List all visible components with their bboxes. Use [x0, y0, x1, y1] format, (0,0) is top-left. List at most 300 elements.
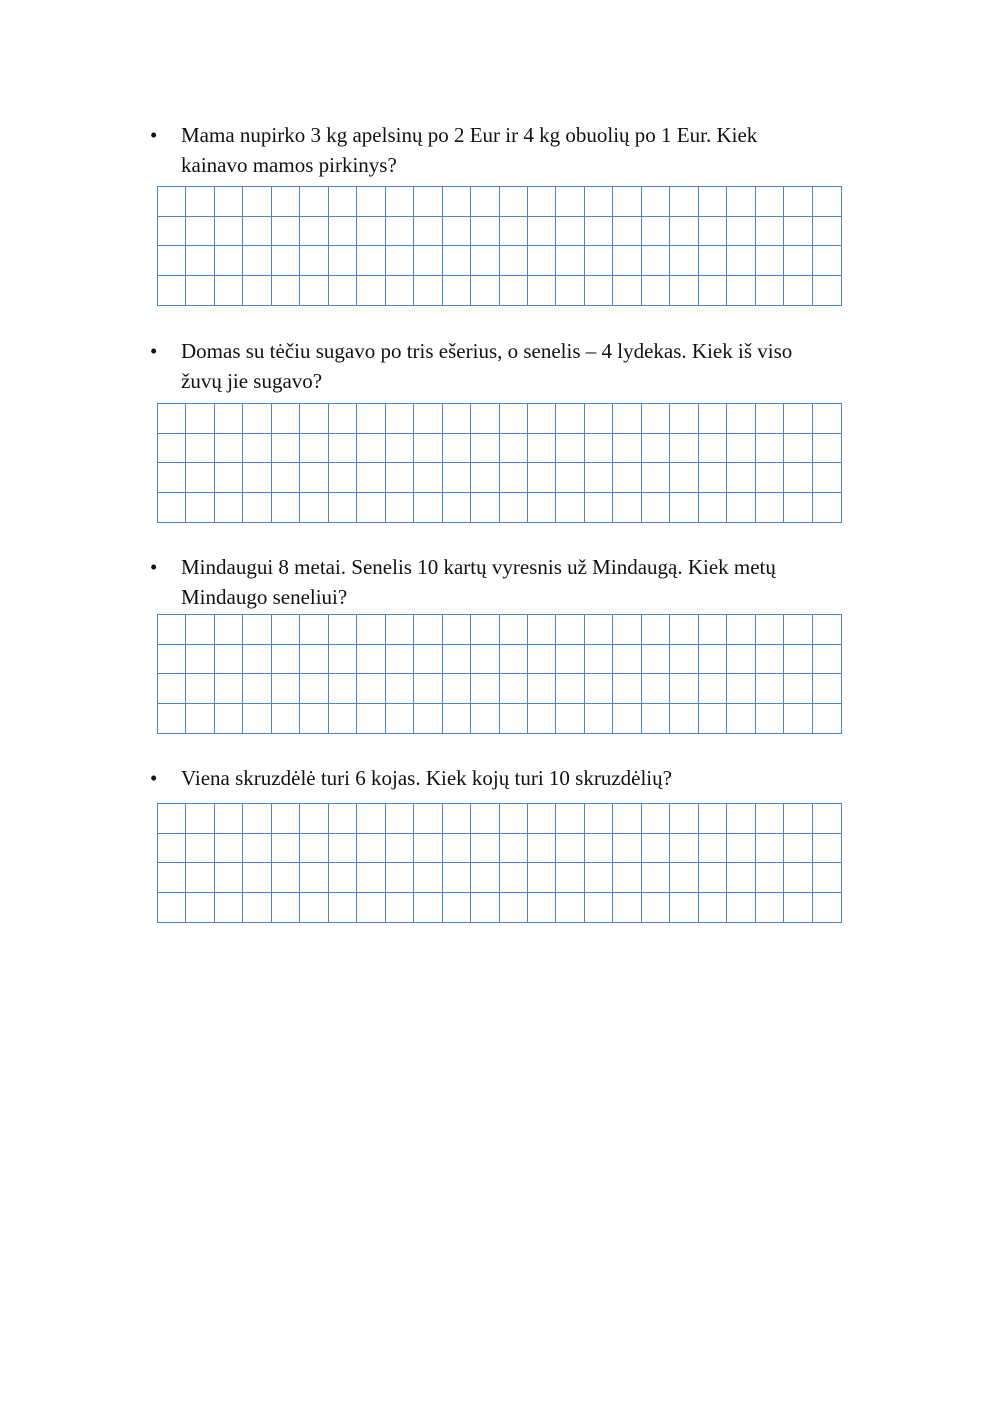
- grid-cell[interactable]: [670, 863, 698, 893]
- grid-cell[interactable]: [414, 276, 442, 306]
- grid-cell[interactable]: [300, 217, 328, 247]
- grid-cell[interactable]: [813, 834, 841, 864]
- grid-cell[interactable]: [727, 645, 755, 675]
- grid-cell[interactable]: [528, 834, 556, 864]
- grid-cell[interactable]: [386, 674, 414, 704]
- answer-grid[interactable]: [157, 614, 842, 734]
- grid-cell[interactable]: [699, 463, 727, 493]
- grid-cell[interactable]: [272, 645, 300, 675]
- grid-cell[interactable]: [443, 863, 471, 893]
- grid-cell[interactable]: [813, 187, 841, 217]
- grid-cell[interactable]: [528, 187, 556, 217]
- grid-cell[interactable]: [556, 217, 584, 247]
- grid-cell[interactable]: [699, 674, 727, 704]
- grid-cell[interactable]: [528, 276, 556, 306]
- grid-cell[interactable]: [386, 463, 414, 493]
- grid-cell[interactable]: [756, 804, 784, 834]
- grid-cell[interactable]: [300, 645, 328, 675]
- grid-cell[interactable]: [756, 893, 784, 923]
- grid-cell[interactable]: [556, 645, 584, 675]
- grid-cell[interactable]: [556, 893, 584, 923]
- grid-cell[interactable]: [556, 804, 584, 834]
- grid-cell[interactable]: [670, 404, 698, 434]
- grid-cell[interactable]: [471, 893, 499, 923]
- grid-cell[interactable]: [186, 804, 214, 834]
- grid-cell[interactable]: [243, 187, 271, 217]
- grid-cell[interactable]: [243, 217, 271, 247]
- grid-cell[interactable]: [329, 493, 357, 523]
- grid-cell[interactable]: [357, 615, 385, 645]
- grid-cell[interactable]: [414, 645, 442, 675]
- grid-cell[interactable]: [670, 276, 698, 306]
- grid-cell[interactable]: [500, 434, 528, 464]
- grid-cell[interactable]: [784, 187, 812, 217]
- grid-cell[interactable]: [186, 645, 214, 675]
- grid-cell[interactable]: [272, 187, 300, 217]
- grid-cell[interactable]: [386, 217, 414, 247]
- grid-cell[interactable]: [158, 615, 186, 645]
- grid-cell[interactable]: [613, 217, 641, 247]
- grid-cell[interactable]: [186, 834, 214, 864]
- grid-cell[interactable]: [699, 246, 727, 276]
- grid-cell[interactable]: [243, 463, 271, 493]
- grid-cell[interactable]: [727, 704, 755, 734]
- grid-cell[interactable]: [756, 404, 784, 434]
- grid-cell[interactable]: [158, 645, 186, 675]
- grid-cell[interactable]: [813, 645, 841, 675]
- grid-cell[interactable]: [784, 704, 812, 734]
- grid-cell[interactable]: [727, 674, 755, 704]
- grid-cell[interactable]: [243, 493, 271, 523]
- grid-cell[interactable]: [443, 493, 471, 523]
- grid-cell[interactable]: [158, 276, 186, 306]
- grid-cell[interactable]: [272, 834, 300, 864]
- grid-cell[interactable]: [784, 674, 812, 704]
- grid-cell[interactable]: [186, 463, 214, 493]
- grid-cell[interactable]: [756, 276, 784, 306]
- grid-cell[interactable]: [727, 493, 755, 523]
- grid-cell[interactable]: [642, 493, 670, 523]
- grid-cell[interactable]: [699, 893, 727, 923]
- grid-cell[interactable]: [670, 434, 698, 464]
- grid-cell[interactable]: [670, 804, 698, 834]
- grid-cell[interactable]: [414, 834, 442, 864]
- grid-cell[interactable]: [329, 276, 357, 306]
- grid-cell[interactable]: [186, 217, 214, 247]
- grid-cell[interactable]: [357, 463, 385, 493]
- grid-cell[interactable]: [243, 863, 271, 893]
- grid-cell[interactable]: [329, 834, 357, 864]
- grid-cell[interactable]: [556, 674, 584, 704]
- grid-cell[interactable]: [186, 404, 214, 434]
- grid-cell[interactable]: [443, 615, 471, 645]
- grid-cell[interactable]: [158, 834, 186, 864]
- grid-cell[interactable]: [585, 674, 613, 704]
- grid-cell[interactable]: [528, 404, 556, 434]
- grid-cell[interactable]: [784, 404, 812, 434]
- grid-cell[interactable]: [727, 217, 755, 247]
- grid-cell[interactable]: [670, 493, 698, 523]
- grid-cell[interactable]: [329, 434, 357, 464]
- answer-grid[interactable]: [157, 403, 842, 523]
- grid-cell[interactable]: [613, 834, 641, 864]
- grid-cell[interactable]: [300, 704, 328, 734]
- grid-cell[interactable]: [556, 615, 584, 645]
- grid-cell[interactable]: [158, 493, 186, 523]
- grid-cell[interactable]: [414, 615, 442, 645]
- grid-cell[interactable]: [813, 246, 841, 276]
- grid-cell[interactable]: [613, 893, 641, 923]
- grid-cell[interactable]: [585, 834, 613, 864]
- grid-cell[interactable]: [613, 276, 641, 306]
- grid-cell[interactable]: [215, 645, 243, 675]
- grid-cell[interactable]: [300, 863, 328, 893]
- grid-cell[interactable]: [386, 615, 414, 645]
- grid-cell[interactable]: [186, 434, 214, 464]
- grid-cell[interactable]: [670, 187, 698, 217]
- grid-cell[interactable]: [585, 704, 613, 734]
- grid-cell[interactable]: [642, 893, 670, 923]
- grid-cell[interactable]: [471, 404, 499, 434]
- grid-cell[interactable]: [585, 434, 613, 464]
- grid-cell[interactable]: [443, 434, 471, 464]
- grid-cell[interactable]: [642, 704, 670, 734]
- grid-cell[interactable]: [727, 893, 755, 923]
- grid-cell[interactable]: [158, 217, 186, 247]
- grid-cell[interactable]: [357, 863, 385, 893]
- grid-cell[interactable]: [357, 804, 385, 834]
- grid-cell[interactable]: [670, 615, 698, 645]
- grid-cell[interactable]: [813, 804, 841, 834]
- grid-cell[interactable]: [357, 834, 385, 864]
- grid-cell[interactable]: [300, 615, 328, 645]
- grid-cell[interactable]: [670, 217, 698, 247]
- grid-cell[interactable]: [414, 187, 442, 217]
- grid-cell[interactable]: [813, 615, 841, 645]
- grid-cell[interactable]: [670, 834, 698, 864]
- grid-cell[interactable]: [215, 463, 243, 493]
- grid-cell[interactable]: [215, 404, 243, 434]
- grid-cell[interactable]: [670, 893, 698, 923]
- grid-cell[interactable]: [443, 187, 471, 217]
- grid-cell[interactable]: [300, 246, 328, 276]
- grid-cell[interactable]: [272, 674, 300, 704]
- grid-cell[interactable]: [585, 276, 613, 306]
- grid-cell[interactable]: [243, 834, 271, 864]
- grid-cell[interactable]: [528, 863, 556, 893]
- grid-cell[interactable]: [500, 893, 528, 923]
- grid-cell[interactable]: [500, 615, 528, 645]
- grid-cell[interactable]: [699, 217, 727, 247]
- grid-cell[interactable]: [727, 463, 755, 493]
- grid-cell[interactable]: [300, 834, 328, 864]
- grid-cell[interactable]: [300, 804, 328, 834]
- grid-cell[interactable]: [215, 893, 243, 923]
- grid-cell[interactable]: [727, 246, 755, 276]
- grid-cell[interactable]: [500, 804, 528, 834]
- grid-cell[interactable]: [243, 404, 271, 434]
- grid-cell[interactable]: [357, 217, 385, 247]
- grid-cell[interactable]: [215, 704, 243, 734]
- grid-cell[interactable]: [443, 704, 471, 734]
- grid-cell[interactable]: [528, 463, 556, 493]
- grid-cell[interactable]: [727, 804, 755, 834]
- grid-cell[interactable]: [357, 434, 385, 464]
- grid-cell[interactable]: [186, 704, 214, 734]
- grid-cell[interactable]: [556, 246, 584, 276]
- grid-cell[interactable]: [642, 187, 670, 217]
- grid-cell[interactable]: [215, 217, 243, 247]
- grid-cell[interactable]: [158, 434, 186, 464]
- grid-cell[interactable]: [386, 804, 414, 834]
- grid-cell[interactable]: [329, 246, 357, 276]
- grid-cell[interactable]: [528, 704, 556, 734]
- grid-cell[interactable]: [471, 615, 499, 645]
- grid-cell[interactable]: [329, 863, 357, 893]
- grid-cell[interactable]: [756, 187, 784, 217]
- grid-cell[interactable]: [357, 404, 385, 434]
- grid-cell[interactable]: [471, 674, 499, 704]
- grid-cell[interactable]: [642, 674, 670, 704]
- grid-cell[interactable]: [613, 493, 641, 523]
- grid-cell[interactable]: [443, 674, 471, 704]
- grid-cell[interactable]: [585, 893, 613, 923]
- grid-cell[interactable]: [813, 434, 841, 464]
- grid-cell[interactable]: [642, 217, 670, 247]
- grid-cell[interactable]: [670, 704, 698, 734]
- grid-cell[interactable]: [243, 246, 271, 276]
- grid-cell[interactable]: [272, 863, 300, 893]
- grid-cell[interactable]: [585, 863, 613, 893]
- grid-cell[interactable]: [556, 704, 584, 734]
- grid-cell[interactable]: [443, 246, 471, 276]
- grid-cell[interactable]: [727, 276, 755, 306]
- grid-cell[interactable]: [158, 893, 186, 923]
- grid-cell[interactable]: [272, 615, 300, 645]
- grid-cell[interactable]: [784, 217, 812, 247]
- grid-cell[interactable]: [186, 493, 214, 523]
- grid-cell[interactable]: [642, 276, 670, 306]
- grid-cell[interactable]: [158, 187, 186, 217]
- grid-cell[interactable]: [613, 187, 641, 217]
- grid-cell[interactable]: [528, 645, 556, 675]
- grid-cell[interactable]: [272, 893, 300, 923]
- grid-cell[interactable]: [528, 674, 556, 704]
- grid-cell[interactable]: [613, 463, 641, 493]
- grid-cell[interactable]: [727, 187, 755, 217]
- grid-cell[interactable]: [414, 804, 442, 834]
- grid-cell[interactable]: [386, 834, 414, 864]
- grid-cell[interactable]: [813, 493, 841, 523]
- grid-cell[interactable]: [215, 276, 243, 306]
- grid-cell[interactable]: [699, 187, 727, 217]
- grid-cell[interactable]: [613, 674, 641, 704]
- grid-cell[interactable]: [784, 493, 812, 523]
- grid-cell[interactable]: [186, 246, 214, 276]
- grid-cell[interactable]: [215, 246, 243, 276]
- grid-cell[interactable]: [215, 863, 243, 893]
- grid-cell[interactable]: [215, 804, 243, 834]
- grid-cell[interactable]: [556, 276, 584, 306]
- grid-cell[interactable]: [471, 493, 499, 523]
- grid-cell[interactable]: [471, 804, 499, 834]
- grid-cell[interactable]: [756, 704, 784, 734]
- grid-cell[interactable]: [300, 404, 328, 434]
- grid-cell[interactable]: [243, 704, 271, 734]
- grid-cell[interactable]: [756, 246, 784, 276]
- grid-cell[interactable]: [471, 645, 499, 675]
- grid-cell[interactable]: [670, 463, 698, 493]
- grid-cell[interactable]: [158, 246, 186, 276]
- grid-cell[interactable]: [813, 217, 841, 247]
- grid-cell[interactable]: [443, 276, 471, 306]
- grid-cell[interactable]: [784, 246, 812, 276]
- grid-cell[interactable]: [756, 463, 784, 493]
- grid-cell[interactable]: [500, 704, 528, 734]
- grid-cell[interactable]: [613, 863, 641, 893]
- grid-cell[interactable]: [756, 615, 784, 645]
- grid-cell[interactable]: [386, 493, 414, 523]
- grid-cell[interactable]: [556, 493, 584, 523]
- grid-cell[interactable]: [414, 463, 442, 493]
- grid-cell[interactable]: [642, 404, 670, 434]
- grid-cell[interactable]: [784, 863, 812, 893]
- grid-cell[interactable]: [528, 434, 556, 464]
- grid-cell[interactable]: [329, 704, 357, 734]
- grid-cell[interactable]: [699, 615, 727, 645]
- grid-cell[interactable]: [500, 217, 528, 247]
- grid-cell[interactable]: [727, 615, 755, 645]
- grid-cell[interactable]: [215, 674, 243, 704]
- grid-cell[interactable]: [215, 434, 243, 464]
- grid-cell[interactable]: [471, 704, 499, 734]
- grid-cell[interactable]: [471, 863, 499, 893]
- grid-cell[interactable]: [443, 645, 471, 675]
- grid-cell[interactable]: [471, 463, 499, 493]
- grid-cell[interactable]: [158, 863, 186, 893]
- grid-cell[interactable]: [500, 246, 528, 276]
- grid-cell[interactable]: [556, 404, 584, 434]
- grid-cell[interactable]: [414, 217, 442, 247]
- grid-cell[interactable]: [272, 404, 300, 434]
- grid-cell[interactable]: [727, 404, 755, 434]
- grid-cell[interactable]: [585, 246, 613, 276]
- grid-cell[interactable]: [784, 645, 812, 675]
- grid-cell[interactable]: [699, 276, 727, 306]
- grid-cell[interactable]: [813, 463, 841, 493]
- grid-cell[interactable]: [528, 615, 556, 645]
- grid-cell[interactable]: [329, 463, 357, 493]
- grid-cell[interactable]: [613, 434, 641, 464]
- grid-cell[interactable]: [357, 893, 385, 923]
- grid-cell[interactable]: [243, 434, 271, 464]
- grid-cell[interactable]: [784, 615, 812, 645]
- grid-cell[interactable]: [670, 674, 698, 704]
- grid-cell[interactable]: [500, 863, 528, 893]
- grid-cell[interactable]: [585, 493, 613, 523]
- grid-cell[interactable]: [756, 863, 784, 893]
- grid-cell[interactable]: [642, 434, 670, 464]
- grid-cell[interactable]: [329, 615, 357, 645]
- grid-cell[interactable]: [386, 187, 414, 217]
- grid-cell[interactable]: [784, 893, 812, 923]
- grid-cell[interactable]: [357, 493, 385, 523]
- grid-cell[interactable]: [500, 276, 528, 306]
- grid-cell[interactable]: [272, 804, 300, 834]
- grid-cell[interactable]: [471, 187, 499, 217]
- grid-cell[interactable]: [414, 674, 442, 704]
- grid-cell[interactable]: [186, 276, 214, 306]
- grid-cell[interactable]: [272, 246, 300, 276]
- grid-cell[interactable]: [215, 187, 243, 217]
- grid-cell[interactable]: [471, 434, 499, 464]
- grid-cell[interactable]: [585, 187, 613, 217]
- grid-cell[interactable]: [471, 246, 499, 276]
- grid-cell[interactable]: [585, 804, 613, 834]
- grid-cell[interactable]: [243, 804, 271, 834]
- grid-cell[interactable]: [756, 434, 784, 464]
- grid-cell[interactable]: [784, 463, 812, 493]
- grid-cell[interactable]: [215, 615, 243, 645]
- grid-cell[interactable]: [528, 804, 556, 834]
- grid-cell[interactable]: [813, 404, 841, 434]
- grid-cell[interactable]: [243, 893, 271, 923]
- grid-cell[interactable]: [357, 674, 385, 704]
- grid-cell[interactable]: [443, 463, 471, 493]
- grid-cell[interactable]: [556, 434, 584, 464]
- grid-cell[interactable]: [329, 217, 357, 247]
- grid-cell[interactable]: [500, 187, 528, 217]
- grid-cell[interactable]: [784, 804, 812, 834]
- grid-cell[interactable]: [300, 674, 328, 704]
- grid-cell[interactable]: [443, 804, 471, 834]
- grid-cell[interactable]: [272, 493, 300, 523]
- grid-cell[interactable]: [186, 863, 214, 893]
- grid-cell[interactable]: [556, 187, 584, 217]
- grid-cell[interactable]: [243, 276, 271, 306]
- grid-cell[interactable]: [414, 893, 442, 923]
- grid-cell[interactable]: [186, 615, 214, 645]
- grid-cell[interactable]: [443, 404, 471, 434]
- grid-cell[interactable]: [386, 276, 414, 306]
- grid-cell[interactable]: [300, 434, 328, 464]
- grid-cell[interactable]: [613, 804, 641, 834]
- grid-cell[interactable]: [186, 893, 214, 923]
- grid-cell[interactable]: [556, 834, 584, 864]
- grid-cell[interactable]: [500, 645, 528, 675]
- grid-cell[interactable]: [357, 276, 385, 306]
- grid-cell[interactable]: [443, 893, 471, 923]
- grid-cell[interactable]: [699, 804, 727, 834]
- grid-cell[interactable]: [813, 893, 841, 923]
- grid-cell[interactable]: [386, 246, 414, 276]
- grid-cell[interactable]: [642, 615, 670, 645]
- grid-cell[interactable]: [471, 217, 499, 247]
- grid-cell[interactable]: [642, 804, 670, 834]
- grid-cell[interactable]: [300, 187, 328, 217]
- grid-cell[interactable]: [471, 834, 499, 864]
- grid-cell[interactable]: [272, 704, 300, 734]
- grid-cell[interactable]: [727, 834, 755, 864]
- grid-cell[interactable]: [528, 493, 556, 523]
- grid-cell[interactable]: [500, 834, 528, 864]
- grid-cell[interactable]: [243, 645, 271, 675]
- grid-cell[interactable]: [272, 434, 300, 464]
- grid-cell[interactable]: [357, 246, 385, 276]
- grid-cell[interactable]: [585, 463, 613, 493]
- grid-cell[interactable]: [272, 217, 300, 247]
- grid-cell[interactable]: [784, 834, 812, 864]
